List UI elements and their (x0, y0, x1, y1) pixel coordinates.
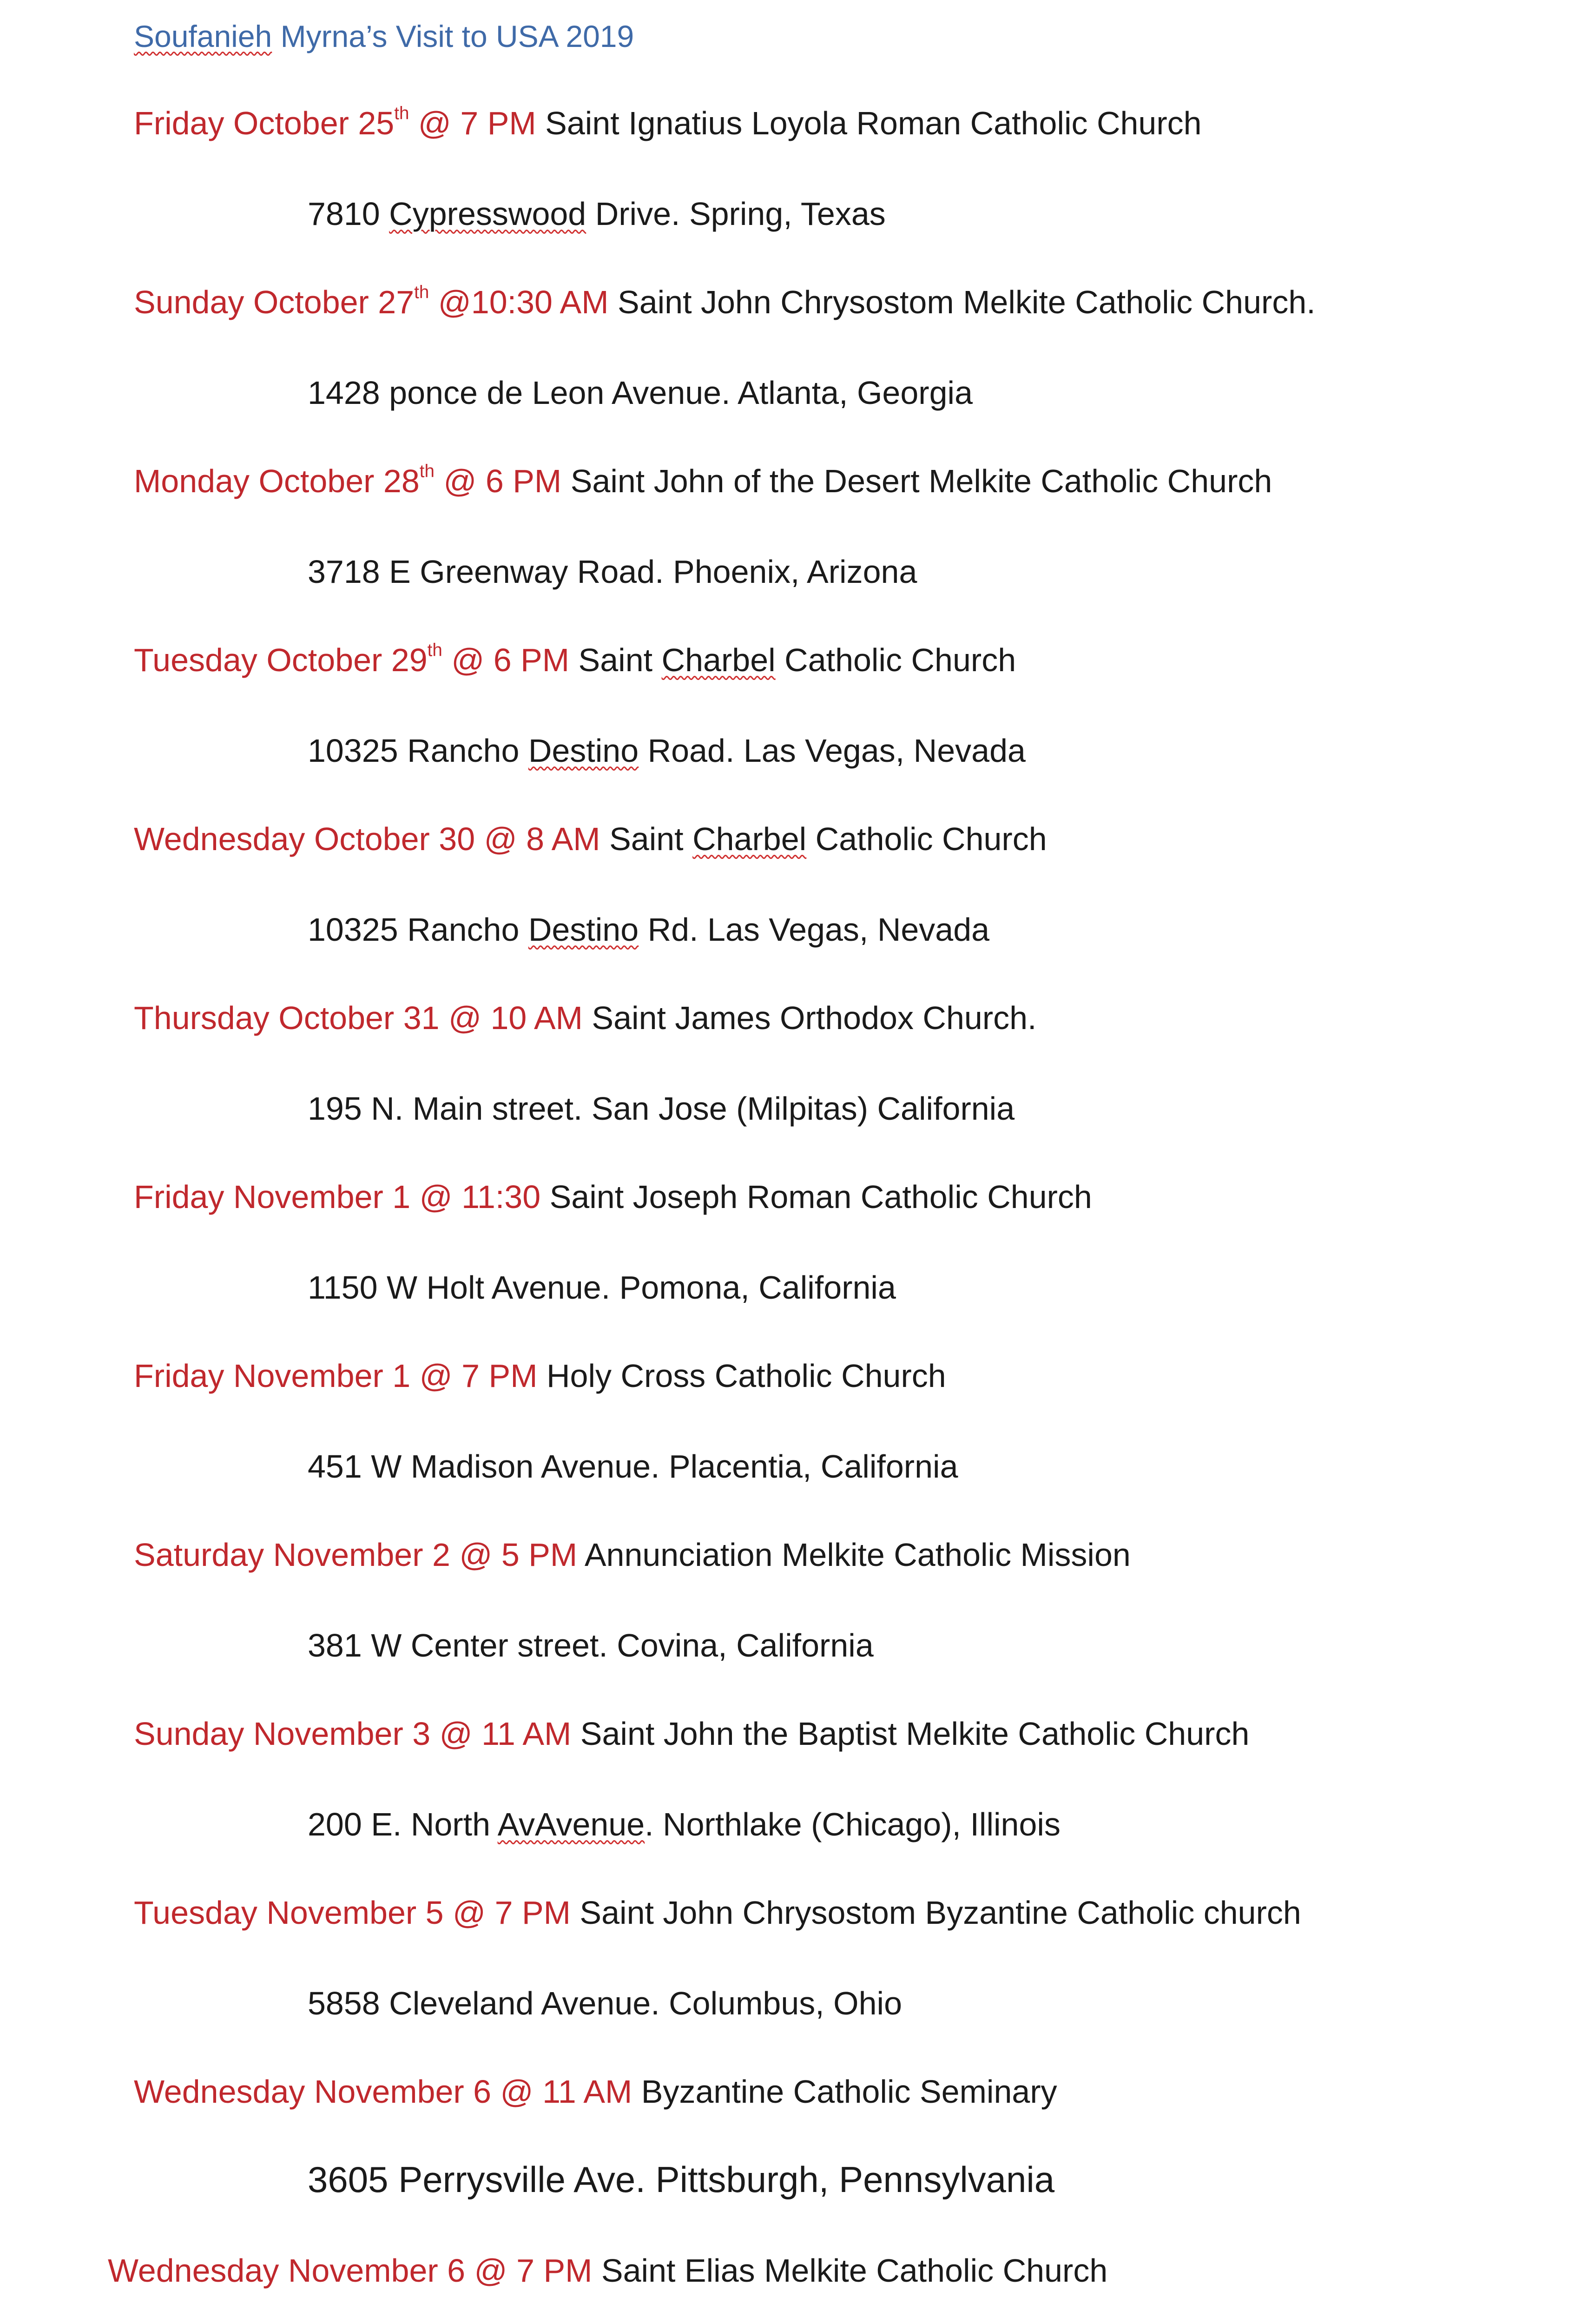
church-name-part: Saint (609, 821, 693, 857)
event-date-time: Tuesday October 29 (134, 642, 428, 678)
church-name-part: Saint (578, 642, 662, 678)
event-heading (134, 461, 1272, 499)
church-name-part: Catholic Church (806, 821, 1047, 857)
event-time: @ 6 PM (434, 463, 562, 499)
event-address (308, 1271, 896, 1304)
address-part: 1428 ponce de Leon Avenue. Atlanta, Georgia (308, 375, 973, 411)
event-date-time: Friday October 25 (134, 105, 395, 141)
address-part: 3718 E Greenway Road. Phoenix, Arizona (308, 554, 917, 590)
address-part: 7810 (308, 196, 389, 232)
address-part: Cypresswood (389, 196, 586, 232)
date-ordinal-suffix: th (427, 640, 442, 660)
event-heading (134, 103, 1202, 141)
event-address (308, 1450, 958, 1483)
event-address (308, 2161, 1054, 2198)
event-church-name: Holy Cross Catholic Church (547, 1358, 946, 1394)
event-date-time: Tuesday November 5 @ 7 PM (134, 1895, 571, 1931)
address-part: Road. Las Vegas, Nevada (639, 733, 1026, 769)
address-part: Drive. Spring, Texas (586, 196, 886, 232)
event-heading (134, 823, 1047, 855)
address-part: 381 W Center street. Covina, California (308, 1627, 874, 1664)
event-time: @ 7 PM (409, 105, 536, 141)
event-address (308, 734, 1026, 767)
event-heading (108, 2254, 1107, 2287)
event-heading (134, 640, 1016, 678)
title-name-part: Soufanieh (134, 19, 272, 53)
event-address (308, 1987, 902, 2020)
title-rest: Myrna’s Visit to USA 2019 (272, 19, 634, 53)
address-part: 10325 Rancho (308, 733, 528, 769)
event-date-time: Sunday November 3 @ 11 AM (134, 1716, 572, 1752)
event-date-time: Sunday October 27 (134, 284, 415, 320)
event-date-time: Thursday October 31 @ 10 AM (134, 1000, 583, 1036)
church-name-part: Charbel (692, 821, 807, 857)
event-address (308, 1092, 1014, 1125)
event-date-time: Wednesday October 30 @ 8 AM (134, 821, 600, 857)
event-heading (134, 1002, 1037, 1034)
event-heading (134, 1181, 1092, 1213)
event-date-time: Wednesday November 6 @ 11 AM (134, 2073, 632, 2110)
address-part: 195 N. Main street. San Jose (Milpitas) California (308, 1090, 1015, 1127)
event-church-name: Saint Joseph Roman Catholic Church (549, 1179, 1092, 1215)
event-church-name: Saint John the Baptist Melkite Catholic Church (580, 1716, 1250, 1752)
event-church-name: Annunciation Melkite Catholic Mission (584, 1537, 1131, 1573)
event-time: @ 6 PM (442, 642, 570, 678)
event-date-time: Friday November 1 @ 7 PM (134, 1358, 538, 1394)
event-address (308, 1808, 1061, 1841)
event-date-time: Monday October 28 (134, 463, 420, 499)
event-time: @10:30 AM (429, 284, 609, 320)
date-ordinal-suffix: th (414, 282, 429, 303)
event-church-name: Saint John of the Desert Melkite Catholic Church (570, 463, 1272, 499)
event-church-name: Saint James Orthodox Church. (592, 1000, 1037, 1036)
event-address (308, 555, 917, 588)
event-heading (134, 1717, 1249, 1750)
address-part: Destino (528, 911, 639, 948)
event-address (308, 198, 886, 230)
event-church-name (579, 642, 1016, 678)
event-church-name: Saint John Chrysostom Byzantine Catholic church (580, 1895, 1301, 1931)
address-part: . Northlake (Chicago), Illinois (645, 1806, 1061, 1842)
event-heading (134, 1538, 1131, 1571)
date-ordinal-suffix: th (394, 103, 409, 124)
event-address (308, 376, 973, 409)
event-church-name: Saint Elias Melkite Catholic Church (601, 2252, 1108, 2289)
address-part: 451 W Madison Avenue. Placentia, California (308, 1448, 958, 1485)
address-part: Rd. Las Vegas, Nevada (639, 911, 990, 948)
event-church-name: Saint John Chrysostom Melkite Catholic Church. (618, 284, 1316, 320)
event-heading (134, 282, 1316, 320)
address-part: 1150 W Holt Avenue. Pomona, California (308, 1269, 896, 1306)
event-heading (134, 1360, 946, 1392)
event-date-time: Wednesday November 6 @ 7 PM (108, 2252, 593, 2289)
event-church-name: Byzantine Catholic Seminary (641, 2073, 1057, 2110)
event-church-name: Saint Ignatius Loyola Roman Catholic Church (545, 105, 1202, 141)
event-address (308, 1629, 874, 1662)
address-part: 5858 Cleveland Avenue. Columbus, Ohio (308, 1985, 902, 2021)
document-title (134, 19, 634, 54)
event-church-name (609, 821, 1047, 857)
event-heading (134, 2075, 1057, 2108)
address-part: 10325 Rancho (308, 911, 528, 948)
event-date-time: Friday November 1 @ 11:30 (134, 1179, 541, 1215)
event-date-time: Saturday November 2 @ 5 PM (134, 1537, 578, 1573)
address-part: AvAvenue (497, 1806, 645, 1842)
event-heading (134, 1896, 1301, 1929)
address-part: 200 E. North (308, 1806, 498, 1842)
church-name-part: Charbel (661, 642, 776, 678)
date-ordinal-suffix: th (419, 461, 435, 482)
address-part: 3605 Perrysville Ave. Pittsburgh, Pennsylvania (308, 2159, 1055, 2200)
church-name-part: Catholic Church (775, 642, 1016, 678)
address-part: Destino (528, 733, 639, 769)
event-address (308, 913, 989, 946)
